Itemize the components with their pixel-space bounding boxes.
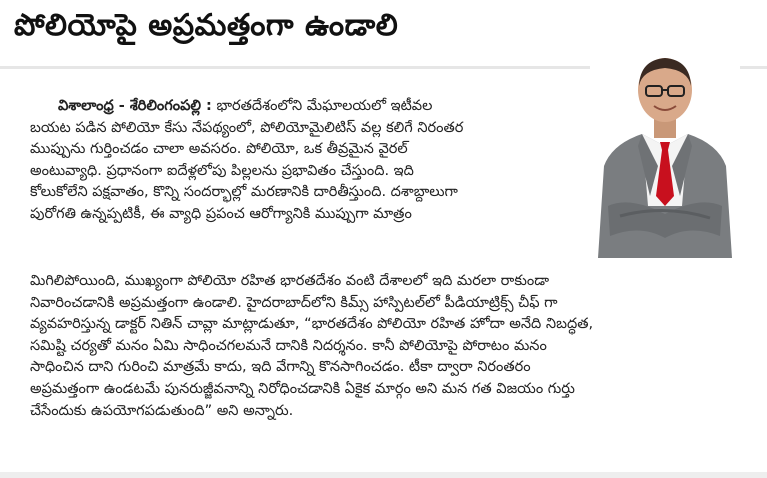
portrait-illustration [590, 46, 740, 258]
body-line: ముప్పును గుర్తించడం చాలా అవసరం. పోలియో, ఒక తీవ్రమైన వైరల్ [30, 141, 408, 158]
body-line: సాధించిన దాని గురించి మాత్రమే కాదు, ఇది వేగాన్ని కొనసాగించడం. టీకా ద్వారా నిరంతరం [30, 359, 531, 376]
body-line: మిగిలిపోయింది, ముఖ్యంగా పోలియో రహిత భారతదేశం వంటి దేశాలలో ఇది మరలా రాకుండా [30, 273, 550, 289]
article-body-wrapped [30, 96, 575, 226]
article-body-full [30, 271, 730, 422]
body-line: చేసేందుకు ఉపయోగపడుతుంది” అని అన్నారు. [30, 402, 294, 419]
lead-line-text: భారతదేశంలోని మేఘాలయలో ఇటీవల [216, 98, 433, 114]
body-line: కోలుకోలేని పక్షవాతం, కొన్ని సందర్భాల్లో మరణానికి దారితీస్తుంది. దశాబ్దాలుగా [30, 184, 458, 201]
body-line: నివారించడానికి అప్రమత్తంగా ఉండాలి. హైదరాబాద్‌లోని కిమ్స్ హాస్పిటల్‌లో పీడియాట్రిక్స్ చీఫ్ గా [30, 294, 558, 311]
body-line: పురోగతి ఉన్నప్పటికీ, ఈ వ్యాధి ప్రపంచ ఆరోగ్యానికి ముప్పుగా మాత్రం [30, 205, 412, 222]
dateline: విశాలాంధ్ర - శేరిలింగంపల్లి : [58, 98, 212, 114]
lead-line [30, 96, 575, 118]
headline: పోలియోపై అప్రమత్తంగా ఉండాలి [14, 8, 399, 43]
body-line: వ్యవహరిస్తున్న డాక్టర్ నితిన్ చావ్లా మాట్లాడుతూ, “భారతదేశం పోలియో రహిత హోదా అనేది నిబద్ధత, [30, 316, 594, 333]
bottom-divider [0, 472, 767, 478]
body-line: అప్రమత్తంగా ఉండటమే పునరుజ్జీవనాన్ని నిరోధించడానికి ఏకైక మార్గం అని మన గత విజయం గుర్తు [30, 380, 575, 397]
doctor-photo [590, 46, 740, 258]
body-line: అంటువ్యాధి. ప్రధానంగా ఐదేళ్లలోపు పిల్లలను ప్రభావితం చేస్తుంది. ఇది [30, 162, 414, 179]
body-line: సమిష్టి చర్యతో మనం ఏమి సాధించగలమనే దానికి నిదర్శనం. కానీ పోలియోపై పోరాటం మనం [30, 337, 547, 354]
body-line: బయట పడిన పోలియో కేసు నేపథ్యంలో, పోలియోమైలిటిస్ వల్ల కలిగే నిరంతర [30, 119, 464, 136]
